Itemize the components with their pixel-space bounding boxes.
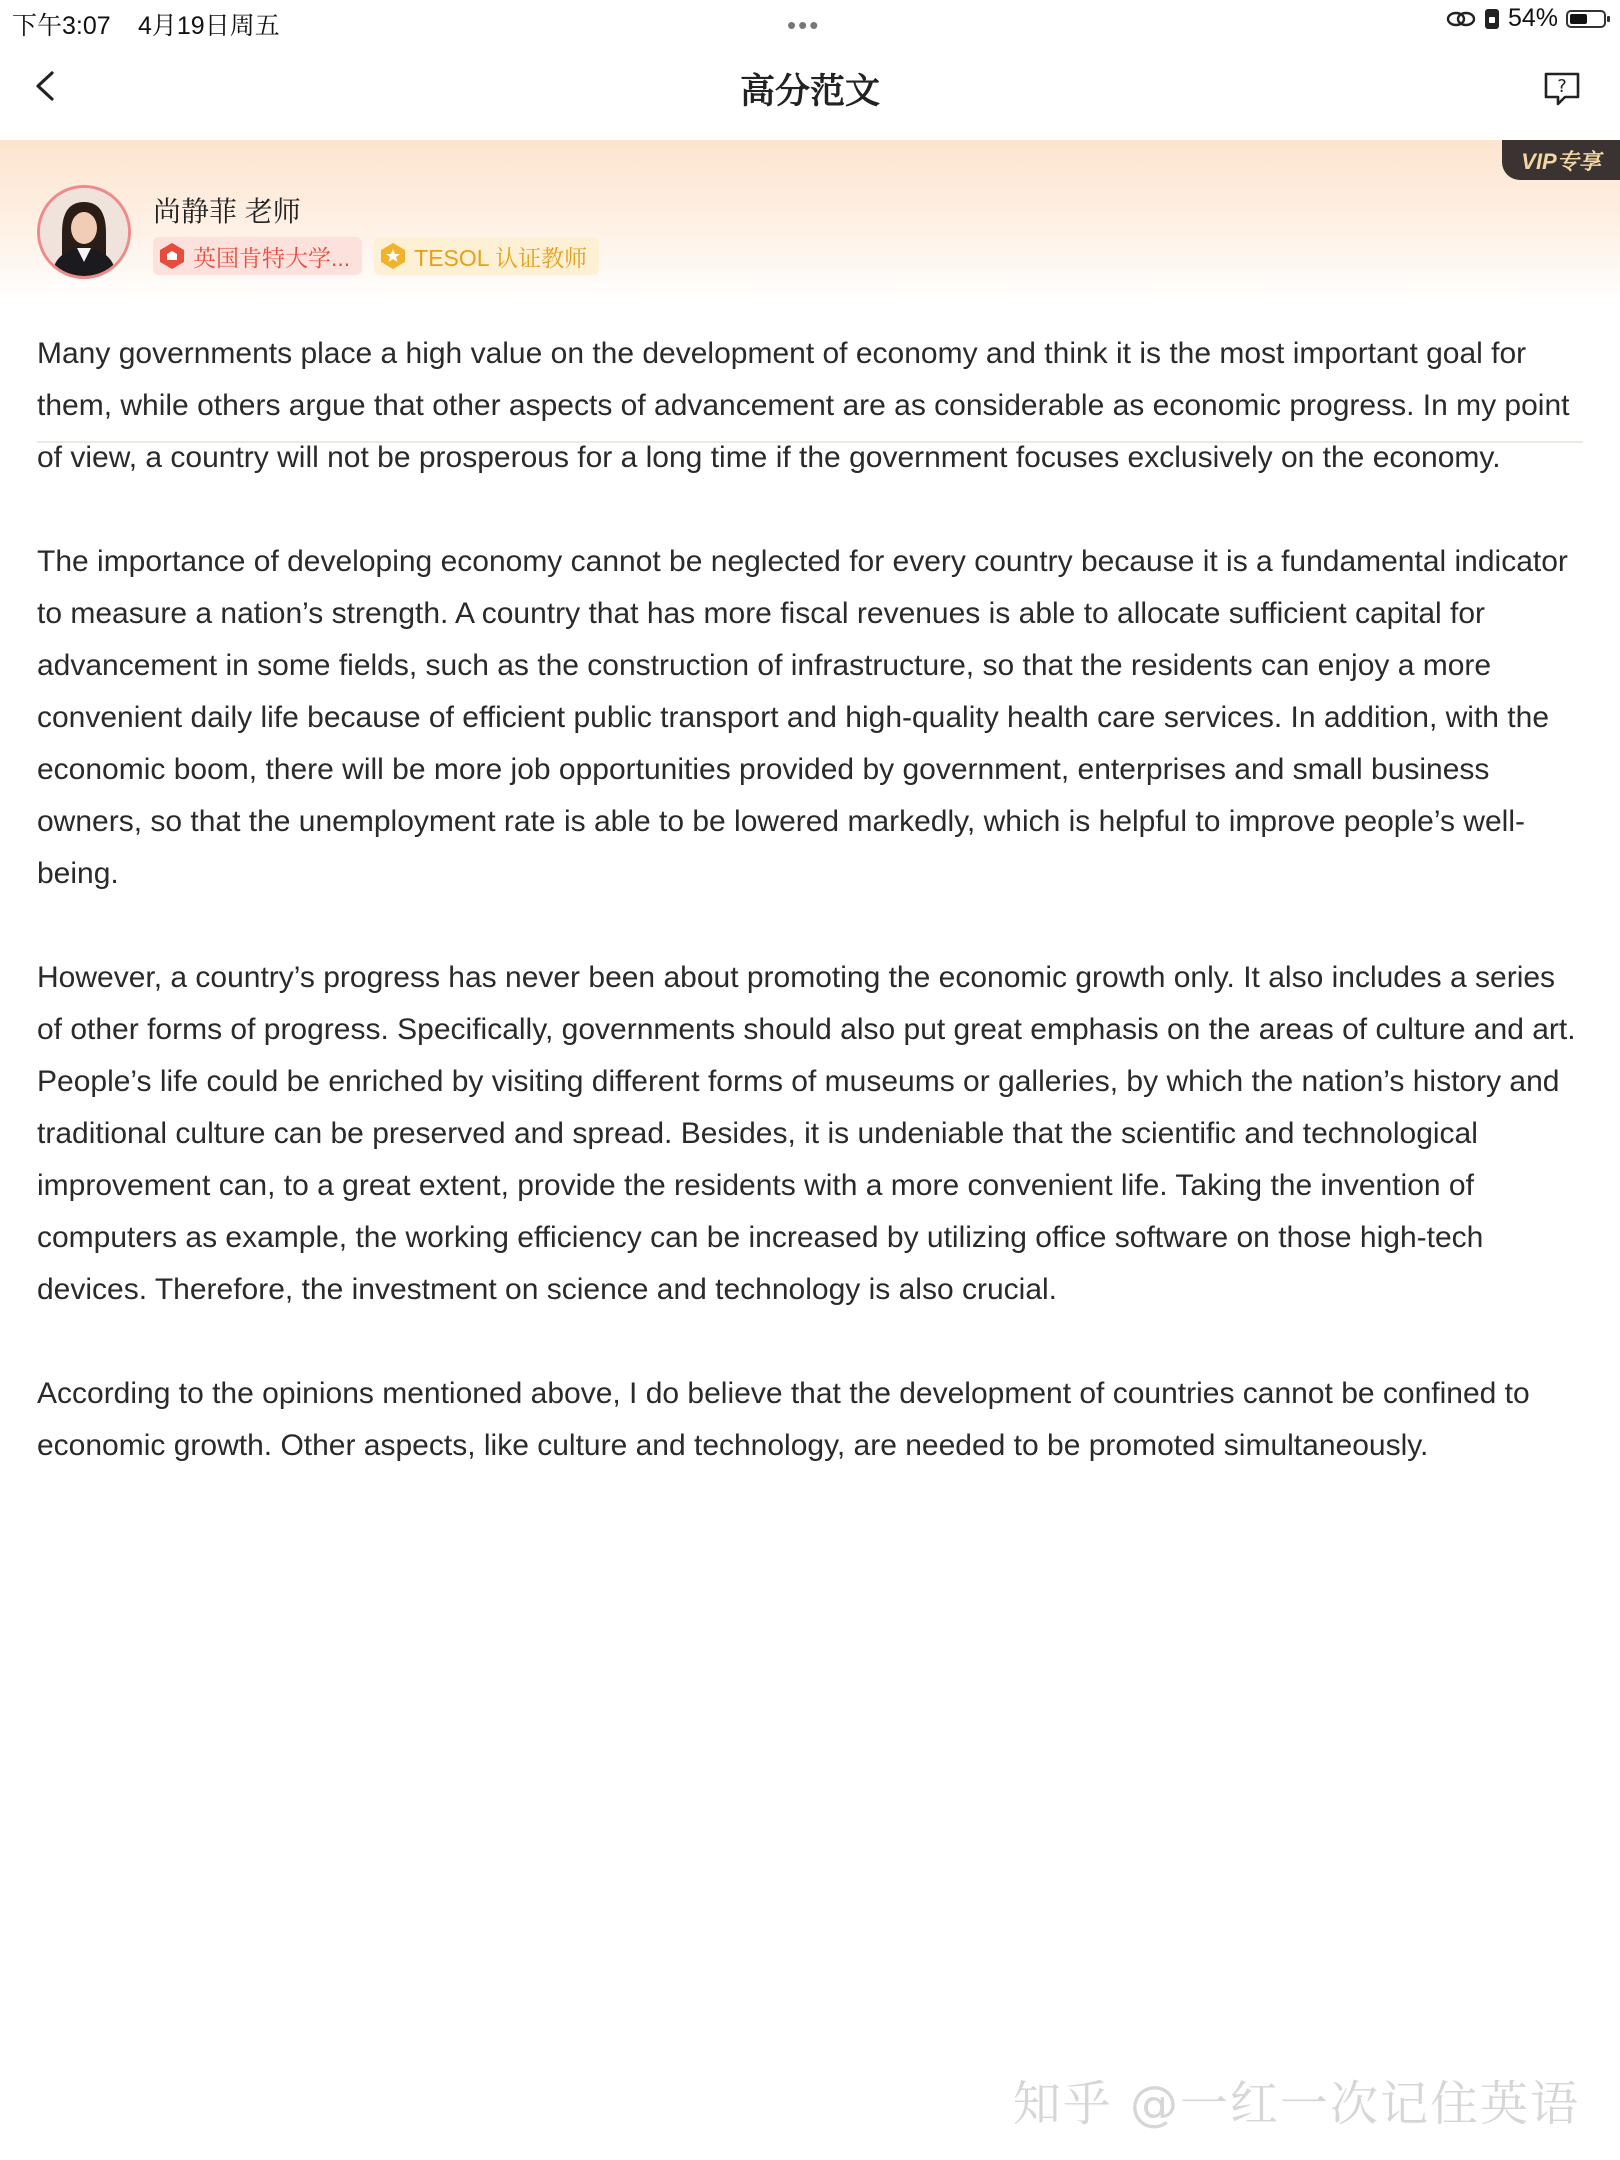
- status-bar: [0, 0, 1620, 40]
- teacher-portrait-icon: [40, 188, 128, 276]
- tag-tesol-label: TESOL 认证教师: [414, 244, 588, 271]
- battery-icon: [1566, 10, 1606, 28]
- avatar[interactable]: [37, 185, 131, 279]
- essay-paragraph: The importance of developing economy cannot be neglected for every country because it is a fundamental indicator to measure a nation’s strength. A country that has more fiscal revenues is able to allocate sufficient capital for advancement in some fields, such as the construction of infrastructure, so that the residents can enjoy a more convenient daily life because of efficient public transport and high-quality health care services. In addition, with the economic boom, there will be more job opportunities provided by government, enterprises and small business owners, so that the unemployment rate is able to be lowered markedly, which is helpful to improve people’s well-being.: [37, 545, 1568, 890]
- teacher-tags: [153, 237, 599, 275]
- essay-paragraph: According to the opinions mentioned above, I do believe that the development of countries cannot be confined to economic growth. Other aspects, like culture and technology, are needed to be promoted simultaneously.: [37, 1377, 1530, 1462]
- multitasking-dots[interactable]: •••: [787, 10, 821, 40]
- teacher-header: [0, 140, 1620, 302]
- essay-paragraph: Many governments place a high value on the development of economy and think it is the most important goal for them, while others argue that other aspects of advancement are as considerable as economic progress. In my point of view, a country will not be prosperous for a long time if the government focuses exclusively on the economy.: [37, 337, 1570, 474]
- star-badge-icon: [380, 242, 406, 270]
- link-icon: [1446, 9, 1476, 29]
- status-date: 4月19日周五: [138, 12, 280, 40]
- watermark: 知乎 @一红一次记住英语: [1012, 2076, 1580, 2132]
- vip-badge: VIP专享: [1502, 140, 1620, 180]
- status-right: [1446, 4, 1606, 33]
- battery-percent: 54%: [1507, 4, 1558, 32]
- status-time: 下午3:07: [12, 12, 111, 40]
- teacher-name: 尚静菲 老师: [153, 196, 301, 227]
- hexagon-badge-icon: [159, 242, 185, 270]
- essay-paragraph: However, a country’s progress has never been about promoting the economic growth only. It also includes a series of other forms of progress. Specifically, governments should also put great emphasis on the areas of culture and art. People’s life could be enriched by visiting different forms of museums or galleries, by which the nation’s history and traditional culture can be preserved and spread. Besides, it is undeniable that the scientific and technological improvement can, to a great extent, provide the residents with a more convenient life. Taking the invention of computers as example, the working efficiency can be increased by utilizing office software on those high-tech devices. Therefore, the investment on science and technology is also crucial.: [37, 961, 1576, 1306]
- feedback-help-icon[interactable]: [1542, 70, 1582, 108]
- tag-tesol: [374, 237, 599, 275]
- nav-bar: [0, 40, 1620, 140]
- tag-university-label: 英国肯特大学...: [193, 244, 351, 271]
- orientation-lock-icon: [1484, 8, 1500, 30]
- essay-body: [37, 328, 1585, 1524]
- tag-university: [153, 237, 362, 275]
- svg-text:?: ?: [1557, 76, 1567, 97]
- page-title: 高分范文: [739, 72, 880, 111]
